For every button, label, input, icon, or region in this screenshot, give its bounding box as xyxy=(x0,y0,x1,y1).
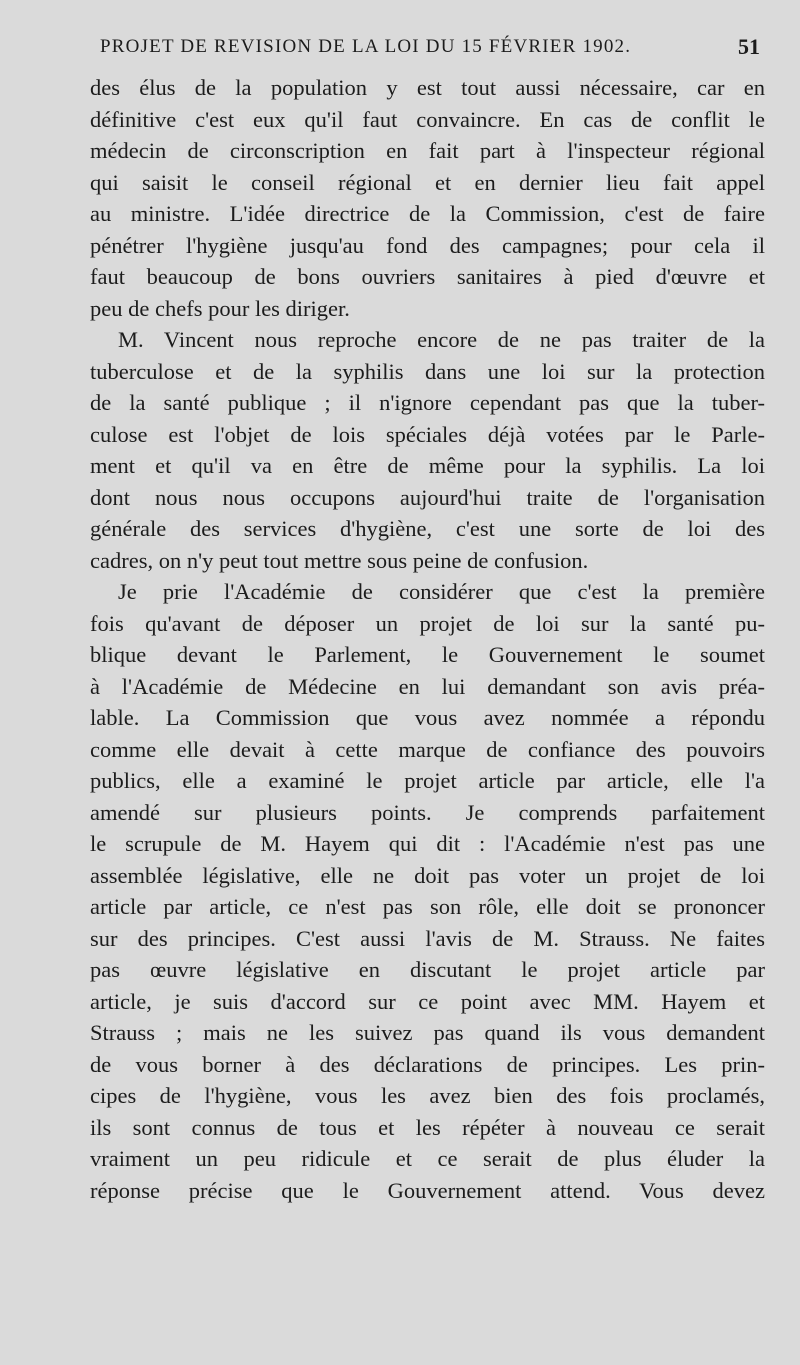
text-line: des élus de la population y est tout aussi nécessaire, car en xyxy=(90,75,765,100)
page-number: 51 xyxy=(738,34,760,59)
text-line: médecin de circonscription en fait part à l'inspecteur régional xyxy=(90,138,765,163)
text-line: culose est l'objet de lois spéciales déjà votées par le Parle- xyxy=(90,421,765,447)
paragraph xyxy=(90,324,765,576)
text-line: ils sont connus de tous et les répéter à nouveau ce serait xyxy=(90,1114,765,1140)
text-line: fois qu'avant de déposer un projet de loi sur la santé pu- xyxy=(90,610,765,636)
text-line: de vous borner à des déclarations de principes. Les prin- xyxy=(90,1051,765,1077)
text-line: Strauss ; mais ne les suivez pas quand ils vous demandent xyxy=(90,1020,765,1045)
text-line: article par article, ce n'est pas son rôle, elle doit se prononcer xyxy=(90,894,765,919)
text-line: réponse précise que le Gouvernement attend. Vous devez xyxy=(90,1177,765,1203)
text-line: générale des services d'hygiène, c'est une sorte de loi des xyxy=(90,516,765,541)
text-line: article, je suis d'accord sur ce point avec MM. Hayem et xyxy=(90,988,765,1014)
text-line: cadres, on n'y peut tout mettre sous peine de confusion. xyxy=(90,547,589,573)
text-line: faut beaucoup de bons ouvriers sanitaires à pied d'œuvre et xyxy=(90,264,765,289)
text-line: Je prie l'Académie de considérer que c'est la première xyxy=(118,579,765,604)
text-line: au ministre. L'idée directrice de la Commission, c'est de faire xyxy=(90,201,765,226)
text-line: dont nous nous occupons aujourd'hui traite de l'organisation xyxy=(90,484,765,510)
text-line: qui saisit le conseil régional et en dernier lieu fait appel xyxy=(90,169,765,195)
text-line: de la santé publique ; il n'ignore cependant pas que la tuber- xyxy=(90,390,765,415)
text-line: définitive c'est eux qu'il faut convaincre. En cas de conflit le xyxy=(90,106,765,132)
text-line: peu de chefs pour les diriger. xyxy=(90,295,350,321)
text-line: pas œuvre législative en discutant le projet article par xyxy=(90,957,765,982)
text-line: assemblée législative, elle ne doit pas voter un projet de loi xyxy=(90,862,765,888)
running-head: PROJET DE REVISION DE LA LOI DU 15 FÉVRIER 1902. xyxy=(100,36,632,57)
text-line: publics, elle a examiné le projet article par article, elle l'a xyxy=(90,768,765,793)
page-header xyxy=(100,32,760,60)
text-line: pénétrer l'hygiène jusqu'au fond des campagnes; pour cela il xyxy=(90,232,765,258)
text-line: ment et qu'il va en être de même pour la syphilis. La loi xyxy=(90,453,765,478)
text-line: sur des principes. C'est aussi l'avis de M. Strauss. Ne faites xyxy=(90,925,765,951)
text-line: comme elle devait à cette marque de confiance des pouvoirs xyxy=(90,736,765,762)
paragraph xyxy=(90,72,765,324)
text-line: M. Vincent nous reproche encore de ne pas traiter de la xyxy=(118,327,765,352)
text-line: vraiment un peu ridicule et ce serait de plus éluder la xyxy=(90,1146,765,1171)
text-line: blique devant le Parlement, le Gouvernement le soumet xyxy=(90,642,765,667)
text-line: tuberculose et de la syphilis dans une loi sur la protection xyxy=(90,358,765,384)
text-line: cipes de l'hygiène, vous les avez bien des fois proclamés, xyxy=(90,1083,765,1108)
text-line: le scrupule de M. Hayem qui dit : l'Académie n'est pas une xyxy=(90,831,765,856)
text-line: lable. La Commission que vous avez nommée a répondu xyxy=(90,705,765,730)
paragraph xyxy=(90,576,765,1206)
text-line: à l'Académie de Médecine en lui demandant son avis préa- xyxy=(90,673,765,699)
text-line: amendé sur plusieurs points. Je comprends parfaitement xyxy=(90,799,765,825)
body-text xyxy=(90,72,765,1206)
